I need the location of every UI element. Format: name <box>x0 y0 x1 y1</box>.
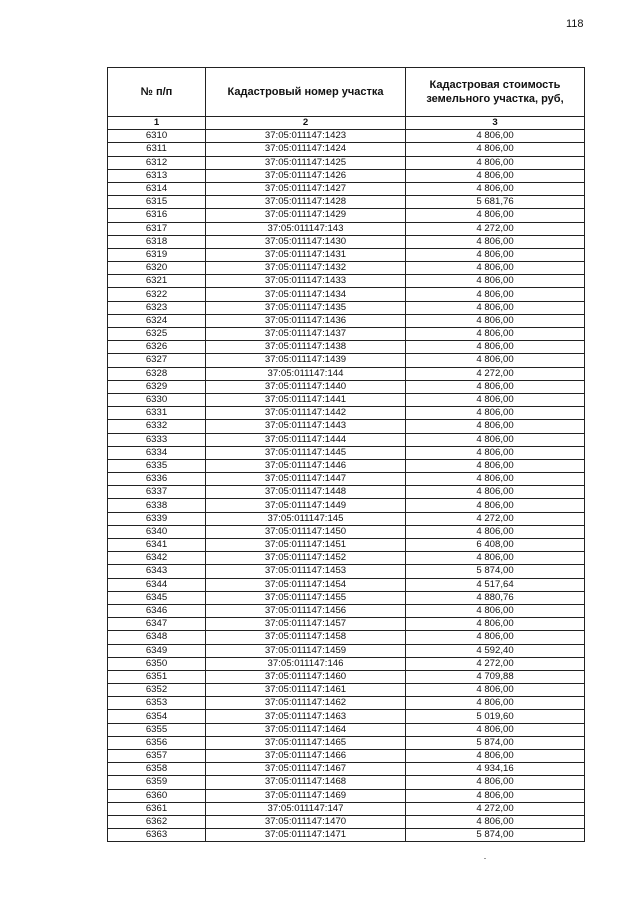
row-number-cell: 6342 <box>108 552 206 565</box>
cadastral-number-cell: 37:05:011147:1468 <box>206 776 406 789</box>
row-number-cell: 6333 <box>108 433 206 446</box>
table-row <box>108 565 585 578</box>
table-row <box>108 407 585 420</box>
cadastral-value-cell: 4 880,76 <box>406 591 585 604</box>
cadastral-number-cell: 37:05:011147:1462 <box>206 697 406 710</box>
table-row <box>108 143 585 156</box>
table-row <box>108 697 585 710</box>
table-row <box>108 539 585 552</box>
table-row <box>108 367 585 380</box>
header-cadastral-number: Кадастровый номер участка <box>206 68 406 117</box>
row-number-cell: 6352 <box>108 684 206 697</box>
cadastral-number-cell: 37:05:011147:1438 <box>206 341 406 354</box>
cadastral-value-cell: 4 806,00 <box>406 750 585 763</box>
row-number-cell: 6318 <box>108 235 206 248</box>
cadastral-number-cell: 37:05:011147:1428 <box>206 196 406 209</box>
cadastral-value-cell: 4 806,00 <box>406 262 585 275</box>
table-row <box>108 644 585 657</box>
cadastral-value-cell: 4 806,00 <box>406 407 585 420</box>
cadastral-number-cell: 37:05:011147:1460 <box>206 670 406 683</box>
cadastral-number-cell: 37:05:011147:1444 <box>206 433 406 446</box>
cadastral-number-cell: 37:05:011147:1425 <box>206 156 406 169</box>
table-row <box>108 789 585 802</box>
cadastral-value-cell: 4 806,00 <box>406 525 585 538</box>
cadastral-number-cell: 37:05:011147:1448 <box>206 486 406 499</box>
table-row <box>108 684 585 697</box>
cadastral-value-cell: 5 874,00 <box>406 736 585 749</box>
row-number-cell: 6335 <box>108 459 206 472</box>
table-row <box>108 130 585 143</box>
table-row <box>108 420 585 433</box>
cadastral-number-cell: 37:05:011147:147 <box>206 802 406 815</box>
cadastral-number-cell: 37:05:011147:1470 <box>206 815 406 828</box>
cadastral-value-cell: 4 806,00 <box>406 697 585 710</box>
cadastral-number-cell: 37:05:011147:1451 <box>206 539 406 552</box>
table-row <box>108 525 585 538</box>
cadastral-number-cell: 37:05:011147:1431 <box>206 248 406 261</box>
table-row <box>108 552 585 565</box>
cadastral-value-cell: 5 019,60 <box>406 710 585 723</box>
table-header-row <box>108 68 585 117</box>
row-number-cell: 6346 <box>108 604 206 617</box>
table-row <box>108 354 585 367</box>
cadastral-value-cell: 4 806,00 <box>406 789 585 802</box>
row-number-cell: 6327 <box>108 354 206 367</box>
cadastral-number-cell: 37:05:011147:1458 <box>206 631 406 644</box>
row-number-cell: 6353 <box>108 697 206 710</box>
cadastral-number-cell: 37:05:011147:1434 <box>206 288 406 301</box>
cadastral-number-cell: 37:05:011147:1454 <box>206 578 406 591</box>
cadastral-value-cell: 4 806,00 <box>406 776 585 789</box>
row-number-cell: 6311 <box>108 143 206 156</box>
table-row <box>108 473 585 486</box>
table-row <box>108 763 585 776</box>
cadastral-value-cell: 4 806,00 <box>406 130 585 143</box>
row-number-cell: 6338 <box>108 499 206 512</box>
row-number-cell: 6331 <box>108 407 206 420</box>
table-row <box>108 710 585 723</box>
cadastral-value-cell: 4 934,16 <box>406 763 585 776</box>
table-row <box>108 631 585 644</box>
row-number-cell: 6330 <box>108 393 206 406</box>
cadastral-number-cell: 37:05:011147:1440 <box>206 380 406 393</box>
row-number-cell: 6344 <box>108 578 206 591</box>
cadastral-number-cell: 37:05:011147:1450 <box>206 525 406 538</box>
cadastral-value-cell: 4 806,00 <box>406 314 585 327</box>
cadastral-number-cell: 37:05:011147:1463 <box>206 710 406 723</box>
cadastral-value-cell: 6 408,00 <box>406 539 585 552</box>
cadastral-value-cell: 4 806,00 <box>406 420 585 433</box>
cadastral-value-cell: 4 806,00 <box>406 169 585 182</box>
table-row <box>108 248 585 261</box>
cadastral-number-cell: 37:05:011147:1452 <box>206 552 406 565</box>
row-number-cell: 6349 <box>108 644 206 657</box>
cadastral-value-cell: 4 272,00 <box>406 512 585 525</box>
cadastral-number-cell: 37:05:011147:1441 <box>206 393 406 406</box>
cadastral-value-cell: 4 806,00 <box>406 723 585 736</box>
cadastral-value-cell: 4 806,00 <box>406 631 585 644</box>
table-row <box>108 723 585 736</box>
table-row <box>108 815 585 828</box>
row-number-cell: 6363 <box>108 829 206 842</box>
cadastral-value-cell: 4 806,00 <box>406 618 585 631</box>
cadastral-number-cell: 37:05:011147:1435 <box>206 301 406 314</box>
row-number-cell: 6323 <box>108 301 206 314</box>
table-row <box>108 736 585 749</box>
scan-speck <box>484 858 486 859</box>
cadastral-number-cell: 37:05:011147:1447 <box>206 473 406 486</box>
cadastral-number-cell: 37:05:011147:1446 <box>206 459 406 472</box>
cadastral-number-cell: 37:05:011147:1443 <box>206 420 406 433</box>
column-number-1: 1 <box>108 117 206 130</box>
table-row <box>108 262 585 275</box>
cadastral-number-cell: 37:05:011147:1453 <box>206 565 406 578</box>
table-row <box>108 499 585 512</box>
cadastral-value-cell: 4 806,00 <box>406 815 585 828</box>
cadastral-number-cell: 37:05:011147:1433 <box>206 275 406 288</box>
table-row <box>108 301 585 314</box>
table-row <box>108 182 585 195</box>
row-number-cell: 6358 <box>108 763 206 776</box>
cadastral-number-cell: 37:05:011147:1455 <box>206 591 406 604</box>
row-number-cell: 6340 <box>108 525 206 538</box>
row-number-cell: 6339 <box>108 512 206 525</box>
cadastral-value-table <box>107 67 585 842</box>
cadastral-number-cell: 37:05:011147:1430 <box>206 235 406 248</box>
table-row <box>108 512 585 525</box>
cadastral-value-cell: 4 806,00 <box>406 380 585 393</box>
row-number-cell: 6319 <box>108 248 206 261</box>
table-row <box>108 486 585 499</box>
row-number-cell: 6356 <box>108 736 206 749</box>
cadastral-value-cell: 4 806,00 <box>406 275 585 288</box>
cadastral-number-cell: 37:05:011147:144 <box>206 367 406 380</box>
cadastral-number-cell: 37:05:011147:1471 <box>206 829 406 842</box>
row-number-cell: 6316 <box>108 209 206 222</box>
row-number-cell: 6343 <box>108 565 206 578</box>
cadastral-value-cell: 4 806,00 <box>406 143 585 156</box>
cadastral-number-cell: 37:05:011147:1429 <box>206 209 406 222</box>
table-row <box>108 341 585 354</box>
cadastral-value-cell: 4 806,00 <box>406 446 585 459</box>
cadastral-number-cell: 37:05:011147:1439 <box>206 354 406 367</box>
table-row <box>108 618 585 631</box>
table-row <box>108 235 585 248</box>
table-row <box>108 328 585 341</box>
cadastral-value-cell: 4 806,00 <box>406 301 585 314</box>
header-cadastral-value: Кадастровая стоимость земельного участка, руб, <box>406 68 585 117</box>
cadastral-number-cell: 37:05:011147:1467 <box>206 763 406 776</box>
cadastral-number-cell: 37:05:011147:1432 <box>206 262 406 275</box>
row-number-cell: 6360 <box>108 789 206 802</box>
row-number-cell: 6348 <box>108 631 206 644</box>
cadastral-value-cell: 5 874,00 <box>406 829 585 842</box>
table-row <box>108 776 585 789</box>
row-number-cell: 6332 <box>108 420 206 433</box>
cadastral-number-cell: 37:05:011147:1465 <box>206 736 406 749</box>
row-number-cell: 6336 <box>108 473 206 486</box>
cadastral-number-cell: 37:05:011147:1427 <box>206 182 406 195</box>
cadastral-value-cell: 4 806,00 <box>406 235 585 248</box>
table-row <box>108 657 585 670</box>
row-number-cell: 6313 <box>108 169 206 182</box>
row-number-cell: 6328 <box>108 367 206 380</box>
table-row <box>108 169 585 182</box>
table-row <box>108 314 585 327</box>
column-number-3: 3 <box>406 117 585 130</box>
table-row <box>108 802 585 815</box>
cadastral-number-cell: 37:05:011147:1423 <box>206 130 406 143</box>
row-number-cell: 6315 <box>108 196 206 209</box>
cadastral-number-cell: 37:05:011147:146 <box>206 657 406 670</box>
cadastral-number-cell: 37:05:011147:143 <box>206 222 406 235</box>
table-row <box>108 196 585 209</box>
row-number-cell: 6322 <box>108 288 206 301</box>
cadastral-value-cell: 4 806,00 <box>406 604 585 617</box>
row-number-cell: 6314 <box>108 182 206 195</box>
cadastral-number-cell: 37:05:011147:1469 <box>206 789 406 802</box>
cadastral-value-cell: 4 709,88 <box>406 670 585 683</box>
cadastral-value-cell: 5 874,00 <box>406 565 585 578</box>
table-row <box>108 750 585 763</box>
cadastral-value-cell: 4 806,00 <box>406 248 585 261</box>
cadastral-value-cell: 4 806,00 <box>406 209 585 222</box>
cadastral-value-cell: 4 517,64 <box>406 578 585 591</box>
row-number-cell: 6326 <box>108 341 206 354</box>
cadastral-value-cell: 4 806,00 <box>406 156 585 169</box>
column-number-row <box>108 117 585 130</box>
row-number-cell: 6310 <box>108 130 206 143</box>
table-row <box>108 393 585 406</box>
table-row <box>108 156 585 169</box>
row-number-cell: 6325 <box>108 328 206 341</box>
cadastral-number-cell: 37:05:011147:1449 <box>206 499 406 512</box>
cadastral-value-cell: 4 592,40 <box>406 644 585 657</box>
row-number-cell: 6347 <box>108 618 206 631</box>
row-number-cell: 6341 <box>108 539 206 552</box>
cadastral-value-cell: 4 272,00 <box>406 222 585 235</box>
table-row <box>108 591 585 604</box>
cadastral-number-cell: 37:05:011147:1424 <box>206 143 406 156</box>
row-number-cell: 6354 <box>108 710 206 723</box>
row-number-cell: 6362 <box>108 815 206 828</box>
cadastral-value-cell: 4 806,00 <box>406 354 585 367</box>
table-row <box>108 380 585 393</box>
table-row <box>108 829 585 842</box>
cadastral-value-cell: 4 806,00 <box>406 473 585 486</box>
cadastral-value-cell: 4 806,00 <box>406 499 585 512</box>
table-row <box>108 670 585 683</box>
cadastral-value-cell: 4 806,00 <box>406 288 585 301</box>
cadastral-value-cell: 4 806,00 <box>406 341 585 354</box>
row-number-cell: 6357 <box>108 750 206 763</box>
cadastral-value-cell: 4 272,00 <box>406 367 585 380</box>
cadastral-value-cell: 4 806,00 <box>406 684 585 697</box>
row-number-cell: 6321 <box>108 275 206 288</box>
row-number-cell: 6359 <box>108 776 206 789</box>
row-number-cell: 6355 <box>108 723 206 736</box>
row-number-cell: 6350 <box>108 657 206 670</box>
cadastral-number-cell: 37:05:011147:145 <box>206 512 406 525</box>
cadastral-number-cell: 37:05:011147:1457 <box>206 618 406 631</box>
row-number-cell: 6320 <box>108 262 206 275</box>
table-row <box>108 209 585 222</box>
cadastral-value-cell: 5 681,76 <box>406 196 585 209</box>
cadastral-number-cell: 37:05:011147:1442 <box>206 407 406 420</box>
row-number-cell: 6317 <box>108 222 206 235</box>
table-row <box>108 222 585 235</box>
cadastral-value-cell: 4 806,00 <box>406 486 585 499</box>
cadastral-value-cell: 4 806,00 <box>406 433 585 446</box>
cadastral-number-cell: 37:05:011147:1445 <box>206 446 406 459</box>
table-row <box>108 578 585 591</box>
cadastral-number-cell: 37:05:011147:1437 <box>206 328 406 341</box>
cadastral-number-cell: 37:05:011147:1461 <box>206 684 406 697</box>
page-number: 118 <box>566 18 584 30</box>
row-number-cell: 6345 <box>108 591 206 604</box>
table-row <box>108 275 585 288</box>
cadastral-number-cell: 37:05:011147:1466 <box>206 750 406 763</box>
table-row <box>108 446 585 459</box>
cadastral-number-cell: 37:05:011147:1426 <box>206 169 406 182</box>
cadastral-number-cell: 37:05:011147:1436 <box>206 314 406 327</box>
cadastral-value-cell: 4 806,00 <box>406 459 585 472</box>
cadastral-value-cell: 4 806,00 <box>406 182 585 195</box>
table-row <box>108 604 585 617</box>
cadastral-value-cell: 4 272,00 <box>406 657 585 670</box>
row-number-cell: 6312 <box>108 156 206 169</box>
table-row <box>108 288 585 301</box>
cadastral-value-cell: 4 272,00 <box>406 802 585 815</box>
table-row <box>108 433 585 446</box>
cadastral-number-cell: 37:05:011147:1459 <box>206 644 406 657</box>
cadastral-value-cell: 4 806,00 <box>406 552 585 565</box>
row-number-cell: 6329 <box>108 380 206 393</box>
cadastral-value-cell: 4 806,00 <box>406 393 585 406</box>
table-row <box>108 459 585 472</box>
cadastral-value-cell: 4 806,00 <box>406 328 585 341</box>
row-number-cell: 6361 <box>108 802 206 815</box>
row-number-cell: 6334 <box>108 446 206 459</box>
column-number-2: 2 <box>206 117 406 130</box>
header-row-number: № п/п <box>108 68 206 117</box>
row-number-cell: 6351 <box>108 670 206 683</box>
cadastral-number-cell: 37:05:011147:1464 <box>206 723 406 736</box>
row-number-cell: 6324 <box>108 314 206 327</box>
cadastral-number-cell: 37:05:011147:1456 <box>206 604 406 617</box>
row-number-cell: 6337 <box>108 486 206 499</box>
table-body <box>108 130 585 842</box>
